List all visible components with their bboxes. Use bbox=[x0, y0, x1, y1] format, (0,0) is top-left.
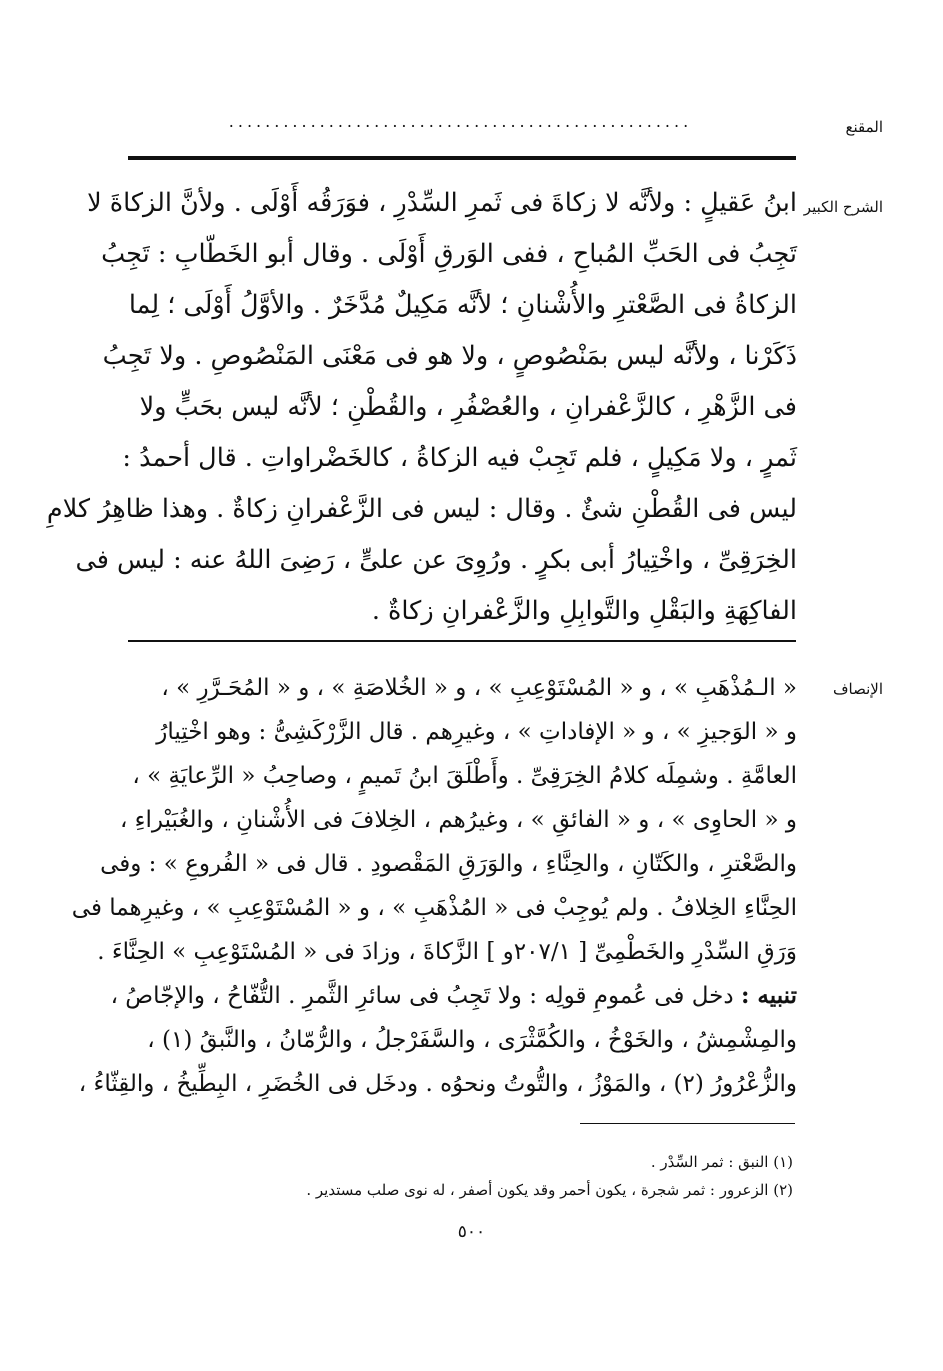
text-line: ثَمرٍ ، ولا مَكِيلٍ ، فلم تَجِبْ فيه الزكاةُ ، كالخَضْراواتِ . قال أحمدُ : bbox=[122, 443, 797, 473]
text-line: الفاكِهَةِ والبَقْلِ والتَّوابِلِ والزَّعْفرانِ زكاةٌ . bbox=[371, 596, 797, 626]
text-line: « الـمُذْهَبِ » ، و « المُسْتَوْعِبِ » ، و « الخُلاصَةِ » ، و « المُحَـرَّرِ » ، bbox=[161, 675, 797, 701]
tanbih-text: دخل فى عُمومِ قولِه : ولا تَجِبُ فى سائرِ الثَّمرِ . التُّفّاحُ ، والإجّاصُ ، bbox=[110, 983, 734, 1009]
text-line: ابنُ عَقيلٍ : ولأنَّه لا زكاةَ فى ثَمرِ السِّدْرِ ، فوَرَقُه أَوْلَى . ولأنَّ الزكاةَ لا bbox=[87, 188, 797, 218]
text-line: الزكاةُ فى الصَّعْترِ والأُشْنانِ ؛ لأنَّه مَكِيلٌ مُدَّخَرٌ . والأوَّلُ أَوْلَى ؛ لِما bbox=[128, 290, 797, 320]
footnotes bbox=[125, 1148, 793, 1204]
book-title-label: المقنع bbox=[845, 118, 883, 136]
text-line: العامَّةِ . وشمِلَه كلامُ الخِرَقِىِّ . وأَطْلَقَ ابنُ تَميمٍ ، وصاحِبُ « الرِّعايَةِ » ، bbox=[132, 763, 797, 789]
text-line: والمِشْمِشُ ، والخَوْخُ ، والكُمَّثْرَى ، والسَّفَرْجلُ ، والرُّمّانُ ، والنَّبقُ (١) ، bbox=[147, 1027, 797, 1053]
tanbih-label: تنبيه : bbox=[740, 982, 797, 1009]
footnote: (٢) الزعرور : ثمر شجرة ، يكون أحمر وقد يكون أصفر ، له نوى صلب مستدير . bbox=[306, 1181, 793, 1199]
sharh-text bbox=[46, 178, 797, 637]
dotted-separator: ................................................... bbox=[228, 112, 693, 131]
text-line: ليس فى القُطْنِ شئٌ . وقال : ليس فى الزَّعْفرانِ زكاةٌ . وهذا ظاهِرُ كلامِ bbox=[46, 494, 797, 524]
text-line: والزُّعْرُورُ (٢) ، والمَوْزُ ، والتُّوتُ ونحوُه . ودخَل فى الخُضَرِ ، البِطِّيخُ ، والقِثّاءُ ، bbox=[78, 1071, 797, 1097]
sharh-section-label: الشرح الكبير bbox=[803, 198, 883, 216]
text-line: و « الوَجيزِ » ، و « الإفاداتِ » ، وغيرِهم . قال الزَّرْكَشِىُّ : وهو اخْتِيارُ bbox=[156, 719, 797, 745]
footnote-rule bbox=[580, 1123, 795, 1124]
tanbih-line bbox=[110, 974, 797, 1018]
section-divider bbox=[128, 640, 796, 642]
text-line: والصَّعْترِ ، والكَتّانِ ، والحِنَّاءِ ، والوَرَقِ المَقْصودِ . قال فى « الفُروعِ » : وفى bbox=[100, 851, 797, 877]
text-line: الحِنَّاءِ الخِلافُ . ولم يُوجِبْ فى « المُذْهَبِ » ، و « المُسْتَوْعِبِ » ، وغيرِهما فى bbox=[71, 895, 797, 921]
text-line: تَجِبُ فى الحَبِّ المُباحِ ، ففى الوَرقِ أَوْلَى . وقال أبو الخَطّابِ : تَجِبُ bbox=[101, 239, 797, 269]
footnote: (١) النبق : ثمر السِّدْر . bbox=[650, 1153, 793, 1171]
page-number: ٥٠٠ bbox=[457, 1222, 486, 1242]
text-line: وَرَقِ السِّدْرِ والخَطْمِىِّ [ ٢٠٧/١و ] الزَّكاةَ ، وزادَ فى « المُسْتَوْعِبِ » الحِنَّاءَ . bbox=[97, 939, 797, 965]
text-line: و « الحاوِى » ، و « الفائقِ » ، وغيرُهم ، الخِلافَ فى الأُشْنانِ ، والغُبَيْراءِ ، bbox=[119, 807, 797, 833]
text-line: فى الزَّهْرِ ، كالزَّعْفرانِ ، والعُصْفُرِ ، والقُطْنِ ؛ لأنَّه ليس بحَبٍّ ولا bbox=[139, 392, 797, 422]
header-rule bbox=[128, 156, 796, 160]
insaf-section-label: الإنصاف bbox=[832, 680, 883, 698]
text-line: الخِرَقِىِّ ، واخْتِيارُ أبى بكرٍ . ورُوِىَ عن علىٍّ ، رَضِىَ اللهُ عنه : ليس فى bbox=[75, 545, 797, 575]
insaf-text bbox=[71, 666, 797, 1106]
text-line: ذَكَرْنا ، ولأنَّه ليس بمَنْصُوصٍ ، ولا هو فى مَعْنَى المَنْصُوصِ . ولا تَجِبُ bbox=[102, 341, 797, 371]
